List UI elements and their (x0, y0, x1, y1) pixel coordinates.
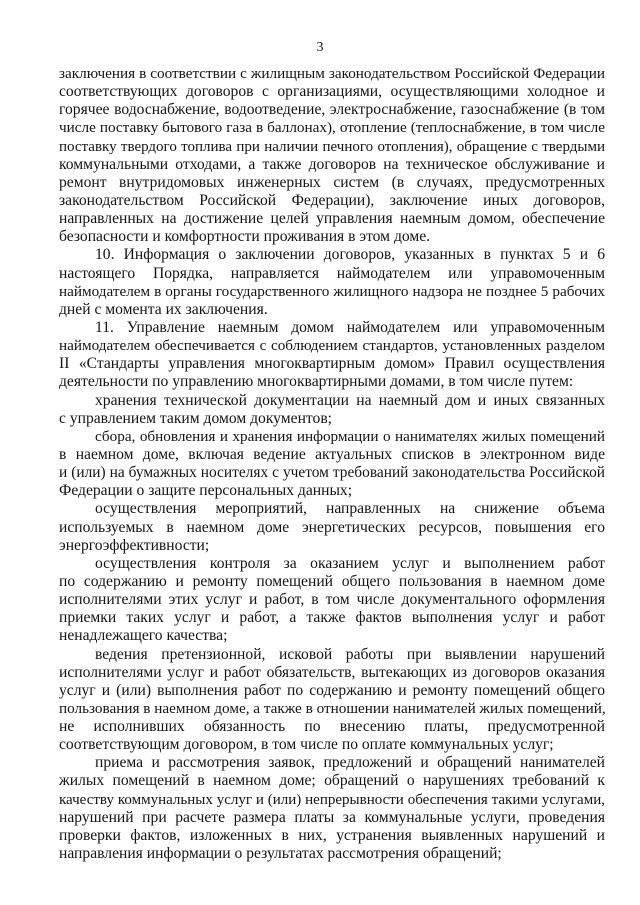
text-line: II «Стандарты управления многоквартирным домом» Правил осуществления (59, 355, 605, 373)
text-line: пользования в наемном доме, а также в отношении нанимателей жилых помещений, (59, 699, 606, 717)
text-line: хранения технической документации на наемный дом и иных связанных (95, 391, 605, 409)
page-number: 3 (316, 40, 324, 55)
text-line: проверки фактов, изложенных в них, устранения выявленных нарушений и (59, 826, 605, 844)
text-line: и (или) на бумажных носителях с учетом требований законодательства Российской (59, 464, 605, 482)
document-body (59, 65, 605, 863)
text-line: по содержанию и ремонту помещений общего пользования в наемном доме (59, 572, 605, 590)
text-line: осуществления мероприятий, направленных на снижение объема (95, 500, 605, 518)
text-line: услуг и (или) выполнения работ по содержанию и ремонту помещений общего (59, 681, 605, 699)
text-line: настоящего Порядка, направляется наймодателем или управомоченным (59, 264, 605, 282)
text-line: наймодателем в органы государственного жилищного надзора не позднее 5 рабочих (59, 282, 605, 300)
text-line: направления информации о результатах рассмотрения обращений; (59, 845, 502, 863)
text-line: ведения претензионной, исковой работы при выявлении нарушений (95, 645, 605, 663)
text-line: приема и рассмотрения заявок, предложений и обращений нанимателей (95, 754, 605, 772)
text-line: Федерации о защите персональных данных; (59, 482, 353, 500)
text-line: деятельности по управлению многоквартирными домами, в том числе путем: (59, 373, 574, 391)
text-line: 10. Информация о заключении договоров, указанных в пунктах 5 и 6 (95, 246, 605, 264)
text-line: направленных на достижение целей управления наемным домом, обеспечение (59, 210, 605, 228)
text-line: исполнителями услуг и работ обязательств, вытекающих из договоров оказания (59, 663, 605, 681)
text-line: сбора, обновления и хранения информации о нанимателях жилых помещений (95, 427, 605, 445)
text-line: качеству коммунальных услуг и (или) непрерывности обеспечения такими услугами, (59, 791, 605, 808)
text-line: исполнителями этих услуг и работ, в том числе документального оформления (59, 591, 605, 609)
text-line: соответствующим договором, в том числе по оплате коммунальных услуг; (59, 736, 554, 754)
text-line: нарушений при расчете размера платы за коммунальные услуги, проведения (59, 808, 605, 826)
text-line: энергоэффективности; (59, 536, 210, 554)
text-line: с управлением таким домом документов; (59, 409, 333, 427)
text-line: наймодателем обеспечивается с соблюдением стандартов, установленных разделом (59, 337, 605, 355)
text-line: горячее водоснабжение, водоотведение, электроснабжение, газоснабжение (в том (59, 101, 605, 119)
text-line: ремонт внутридомовых инженерных систем (в случаях, предусмотренных (59, 173, 605, 191)
text-line: приемки таких услуг и работ, а также фактов выполнения услуг и работ (59, 609, 605, 627)
text-line: безопасности и комфортности проживания в этом доме. (59, 228, 431, 246)
text-line: дней с момента их заключения. (59, 300, 268, 318)
text-line: осуществления контроля за оказанием услуг и выполнением работ (95, 554, 605, 572)
text-line: в наемном доме, включая ведение актуальных списков в электронном виде (59, 445, 605, 463)
text-line: коммунальными отходами, а также договоров на техническое обслуживание и (59, 155, 605, 173)
text-line: законодательством Российской Федерации), заключение иных договоров, (59, 191, 605, 209)
text-line: ненадлежащего качества; (59, 627, 228, 645)
text-line: не исполнивших обязанность по внесению платы, предусмотренной (59, 718, 605, 736)
text-line: числе поставку бытового газа в баллонах), отопление (теплоснабжение, в том числе (59, 119, 605, 137)
text-line: 11. Управление наемным домом наймодателем или управомоченным (95, 318, 605, 336)
text-line: заключения в соответствии с жилищным законодательством Российской Федерации (59, 65, 605, 82)
text-line: жилых помещений в наемном доме; обращений о нарушениях требований к (59, 772, 605, 790)
text-line: поставку твердого топлива при наличии печного отопления), обращение с твердыми (59, 138, 605, 155)
text-line: используемых в наемном доме энергетических ресурсов, повышения его (59, 518, 605, 536)
text-line: соответствующих договоров с организациями, осуществляющими холодное и (59, 83, 605, 101)
